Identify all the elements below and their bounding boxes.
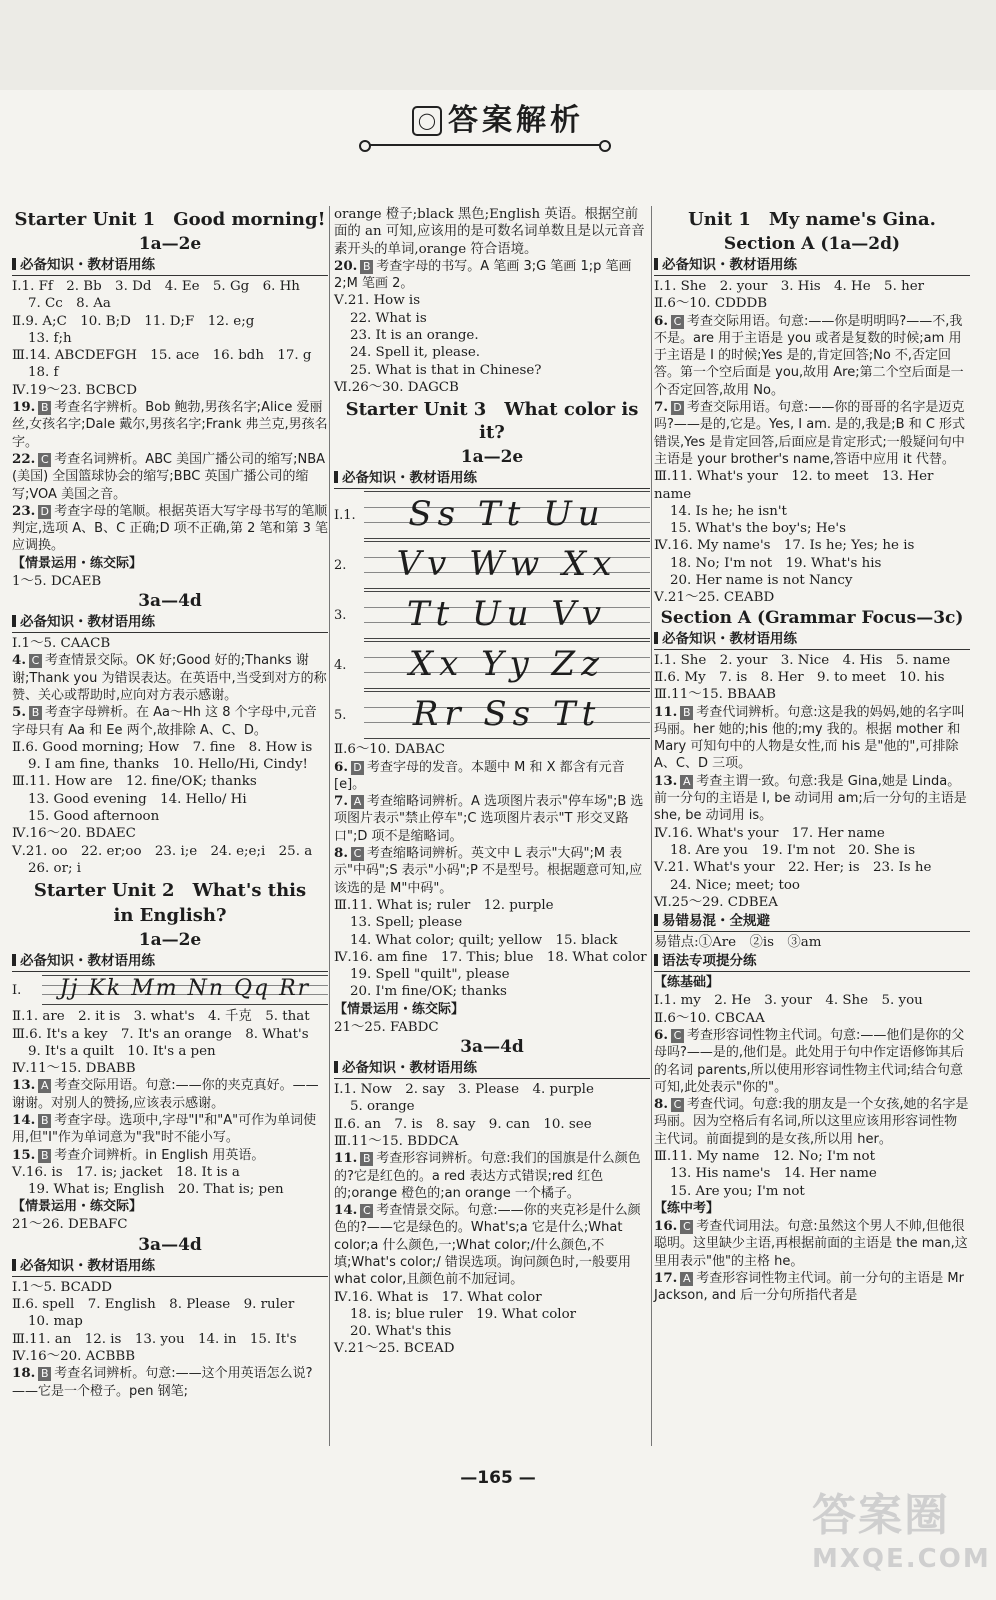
- answer-badge: C: [671, 315, 684, 329]
- explanation-item: [12, 1365, 328, 1400]
- section-heading: 易错易混・全规避: [654, 912, 970, 932]
- answer-badge: B: [360, 1152, 373, 1166]
- handwriting-row: [12, 974, 328, 1006]
- section-heading: 必备知识・教材语用练: [12, 613, 328, 633]
- explanation-item: [12, 1147, 328, 1164]
- answer-line: 10. map: [28, 1314, 83, 1330]
- answer-line: Ⅰ.1～5. CAACB: [12, 636, 111, 652]
- bracket-heading: 【练基础】: [654, 975, 720, 991]
- question-number: 14.: [12, 1111, 36, 1128]
- answer-line: Ⅰ.1. my 2. He 3. your 4. She 5. you: [654, 993, 923, 1009]
- explanation-item: [12, 1112, 328, 1147]
- header-title: [412, 103, 584, 139]
- question-number: 11.: [654, 703, 678, 720]
- explanation-text: 考查字母的笔顺。根据英语大写字母书写的笔顺判定,选项 A、B、C 正确;D 项不正确,第 2 笔和第 3 笔应调换。: [12, 503, 329, 554]
- explanation-text: 考查形容词性物主代词。前一分句的主语是 Mr Jackson, and 后一分句所指代者是: [654, 1270, 964, 1304]
- answer-badge: C: [671, 1098, 684, 1112]
- explanation-item: [334, 1202, 650, 1288]
- handwriting-guide-lines: [364, 691, 650, 739]
- answer-line: Ⅴ.21～25. CEABD: [654, 590, 775, 606]
- answer-line: 13. His name's 14. Her name: [670, 1166, 877, 1182]
- answer-badge: A: [680, 1272, 693, 1286]
- handwriting-row: [334, 691, 650, 739]
- question-number: 5.: [12, 704, 26, 721]
- answer-line: Ⅳ.11～15. DBABB: [12, 1061, 136, 1077]
- explanation-item: [654, 1218, 970, 1270]
- explanation-text: 考查情景交际。OK 好;Good 好的;Thanks 谢谢;Thank you 为错误表达。在英语中,当受到对方的称赞、关心或帮助时,应向对方表示感谢。: [12, 653, 327, 703]
- answer-badge: D: [38, 505, 51, 519]
- answer-line: 14. What color; quilt; yellow 15. black: [350, 932, 618, 948]
- answer-badge: C: [680, 1220, 693, 1234]
- question-number: 7.: [334, 793, 348, 810]
- answer-badge: C: [38, 453, 51, 467]
- explanation-item: [654, 1270, 970, 1305]
- handwriting-row: [334, 641, 650, 689]
- answer-line: Ⅴ.21. oo 22. er;oo 23. i;e 24. e;e;i 25. a: [12, 843, 313, 859]
- answer-column-1: [12, 206, 328, 1400]
- column-divider: [651, 206, 652, 1446]
- answer-line: 1～5. DCAEB: [12, 573, 102, 589]
- question-number: 14.: [334, 1202, 358, 1219]
- answer-line: Ⅳ.19～23. BCBCD: [12, 382, 138, 398]
- question-number: 6.: [654, 1026, 668, 1043]
- section-heading: 必备知识・教材语用练: [654, 256, 970, 276]
- handwriting-guide-lines: [364, 491, 650, 539]
- watermark-cn: 答案圈: [812, 1490, 950, 1541]
- answer-line: orange 橙子;black 黑色;English 英语。根据空前面的 an 可知,应该用的是可数名词单数且是以元音音素开头的单词,orange 符合语境。: [334, 207, 645, 257]
- answer-line: Ⅰ.1. She 2. your 3. His 4. He 5. her: [654, 279, 925, 294]
- answer-line: Ⅱ.6. My 7. is 8. Her 9. to meet 10. his: [654, 669, 945, 685]
- explanation-text: 考查代词。句意:我的朋友是一个女孩,她的名字是玛丽。因为空格后有名词,所以这里应该用形容词性物主代词。前面提到的是女孩,所以用 her。: [654, 1097, 969, 1147]
- handwriting-number: 2.: [334, 557, 347, 573]
- explanation-text: 考查缩略词辨析。A 选项图片表示"停车场";B 选项图片表示"禁止停车";C 选项图片表示"T 形交叉路口";D 项不是缩略词。: [334, 794, 644, 844]
- question-number: 8.: [654, 1096, 668, 1113]
- lesson-subtitle: 1a—2e: [460, 447, 524, 468]
- lesson-subtitle: Section A (1a—2d): [723, 234, 901, 254]
- answer-line: Ⅱ.6～10. CBCAA: [654, 1010, 765, 1026]
- handwriting-row: [334, 491, 650, 539]
- unit-title: Starter Unit 1 Good morning!: [14, 209, 326, 230]
- explanation-text: 考查交际用语。句意:——你是明明吗?——不,我不是。are 用于主语是 you 或者是复数的时候;am 用于主语是 I 的时候;Yes 是的,肯定回答;No 不,否定回答。第一个空后面是 you,故用 Are;第二个空后面是一个否定回答,故用 No。: [654, 313, 964, 398]
- answer-line: 13. f;h: [28, 330, 72, 346]
- lesson-subtitle: 3a—4d: [460, 1037, 524, 1058]
- explanation-item: [12, 1077, 328, 1112]
- answer-badge: C: [671, 1029, 684, 1043]
- answer-line: Ⅱ.6. spell 7. English 8. Please 9. ruler: [12, 1297, 295, 1313]
- unit-title: Starter Unit 2 What's this: [33, 880, 307, 902]
- explanation-text: 考查名词辨析。ABC 美国广播公司的缩写;NBA (美国) 全国篮球协会的缩写;BBC 英国广播公司的缩写;VOA 美国之音。: [12, 451, 326, 502]
- answer-badge: C: [29, 654, 42, 668]
- answer-badge: A: [680, 775, 693, 789]
- bracket-heading: 【情景运用・练交际】: [334, 1001, 465, 1017]
- page-number: —165 —: [460, 1468, 536, 1488]
- question-number: 6.: [334, 758, 348, 775]
- column-divider: [329, 206, 330, 1446]
- lesson-subtitle: 3a—4d: [138, 1234, 202, 1255]
- answer-line: Ⅳ.16. What is 17. What color: [334, 1289, 542, 1305]
- question-number: 11.: [334, 1150, 358, 1167]
- explanation-text: 考查名字辨析。Bob 鲍勃,男孩名字;Alice 爱丽丝,女孩名字;Dale 戴尔,男孩名字;Frank 弗兰克,男孩名字。: [12, 400, 328, 450]
- explanation-text: 考查缩略词辨析。英文中 L 表示"大码";M 表示"中码";S 表示"小码";P 不是型号。根据题意可知,应该选的是 M"中码"。: [334, 846, 643, 896]
- question-number: 16.: [654, 1217, 678, 1234]
- handwriting-letters: Rr Ss Tt: [412, 694, 602, 735]
- section-heading: 语法专项提分练: [654, 952, 970, 972]
- handwriting-number: Ⅰ.1.: [334, 507, 356, 523]
- answer-line: Ⅲ.11～15. BBAAB: [654, 687, 777, 703]
- explanation-text: 考查形容词辨析。句意:我们的国旗是什么颜色的?它是红色的。a red 表达方式错误;red 红色的;orange 橙色的;an orange 一个橘子。: [334, 1151, 641, 1201]
- question-number: 6.: [654, 312, 668, 329]
- question-number: 4.: [12, 652, 26, 669]
- answer-line: Ⅴ.21. How is: [334, 293, 421, 309]
- answer-line: Ⅵ.26～30. DAGCB: [334, 379, 459, 395]
- question-number: 20.: [334, 257, 358, 274]
- answer-line: 13. Good evening 14. Hello/ Hi: [28, 791, 247, 807]
- answer-line: 22. What is: [350, 310, 427, 326]
- unit-title: Unit 1 My name's Gina.: [688, 209, 936, 230]
- question-number: 22.: [12, 450, 36, 467]
- explanation-item: [654, 704, 970, 773]
- explanation-item: [654, 773, 970, 825]
- handwriting-row: [334, 541, 650, 589]
- lesson-subtitle: Section A (Grammar Focus—3c): [660, 607, 964, 628]
- explanation-text: 考查交际用语。句意:——你的夹克真好。——谢谢。对别人的赞扬,应该表示感谢。: [12, 1078, 319, 1111]
- explanation-text: 考查代词辨析。句意:这是我的妈妈,她的名字叫玛丽。her 她的;his 他的;my 我的。根据 mother 和 Mary 可知句中的人物是女性,而 his 是"他的",可排除 A、C、D 三项。: [654, 704, 965, 772]
- answer-line: 15. What's the boy's; He's: [670, 521, 846, 537]
- explanation-text: 考查字母。选项中,字母"I"和"A"可作为单词使用,但"I"作为单词意为"我"时不能小写。: [12, 1112, 317, 1146]
- unit-title: in English?: [113, 905, 227, 927]
- section-heading: 必备知识・教材语用练: [12, 256, 328, 276]
- question-number: 15.: [12, 1146, 36, 1163]
- answer-line: Ⅳ.16～20. BDAEC: [12, 826, 136, 842]
- answer-line: 14. Is he; he isn't: [670, 503, 787, 519]
- lightbulb-icon: ◯: [412, 106, 442, 136]
- answer-line: 9. I am fine, thanks 10. Hello/Hi, Cindy!: [28, 757, 308, 773]
- question-number: 19.: [12, 399, 36, 416]
- answer-column-3: [654, 206, 970, 1304]
- answer-badge: D: [351, 761, 364, 775]
- answer-line: 18. is; blue ruler 19. What color: [350, 1306, 577, 1322]
- answer-line: 5. orange: [350, 1099, 415, 1115]
- bracket-heading: 【练中考】: [654, 1200, 720, 1216]
- lesson-subtitle: 1a—2e: [138, 234, 202, 254]
- explanation-item: [654, 1027, 970, 1096]
- section-heading: 必备知识・教材语用练: [334, 1059, 650, 1079]
- question-number: 13.: [12, 1077, 36, 1094]
- question-number: 8.: [334, 845, 348, 862]
- answer-line: 23. It is an orange.: [350, 328, 479, 344]
- answer-line: 21～25. FABDC: [334, 1019, 439, 1035]
- handwriting-number: Ⅰ.: [12, 982, 22, 998]
- explanation-item: [334, 845, 650, 897]
- question-number: 13.: [654, 772, 678, 789]
- answer-line: Ⅱ.9. A;C 10. B;D 11. D;F 12. e;g: [12, 313, 255, 329]
- answer-line: 24. Spell it, please.: [350, 345, 481, 361]
- answer-line: Ⅰ.1. Ff 2. Bb 3. Dd 4. Ee 5. Gg 6. Hh: [12, 279, 300, 294]
- answer-line: Ⅲ.11. What's your 12. to meet 13. Her name: [654, 469, 934, 502]
- handwriting-guide-lines: [42, 975, 328, 1005]
- explanation-item: [12, 652, 328, 704]
- answer-badge: B: [360, 260, 373, 274]
- top-margin-band: [0, 0, 996, 90]
- handwriting-number: 3.: [334, 607, 347, 623]
- answer-line: 18. Are you 19. I'm not 20. She is: [670, 842, 916, 858]
- answer-line: Ⅲ.11～15. BDDCA: [334, 1133, 459, 1149]
- answer-line: 18. f: [28, 365, 59, 381]
- explanation-text: 考查字母的书写。A 笔画 3;G 笔画 1;p 笔画 2;M 笔画 2。: [334, 258, 632, 292]
- handwriting-number: 5.: [334, 707, 347, 723]
- answer-line: 9. It's a quilt 10. It's a pen: [28, 1043, 216, 1059]
- answer-line: Ⅲ.11. My name 12. No; I'm not: [654, 1149, 875, 1165]
- explanation-text: 考查形容词性物主代词。句意:——他们是你的父母吗?——是的,他们是。此处用于句中作定语修饰其后的名词 parents,所以使用形容词性物主代词;结合句意可知,此处表示"你的"。: [654, 1027, 965, 1095]
- question-number: 7.: [654, 399, 668, 416]
- lesson-subtitle: 3a—4d: [138, 591, 202, 612]
- answer-line: 15. Are you; I'm not: [670, 1183, 805, 1199]
- handwriting-guide-lines: [364, 541, 650, 589]
- handwriting-letters: Jj Kk Mm Nn Qq Rr: [59, 976, 311, 1002]
- explanation-text: 考查名词辨析。句意:——这个用英语怎么说?——它是一个橙子。pen 钢笔;: [12, 1366, 313, 1399]
- explanation-item: [334, 793, 650, 845]
- explanation-item: [12, 704, 328, 739]
- explanation-item: [654, 1096, 970, 1148]
- answer-line: Ⅴ.21. What's your 22. Her; is 23. Is he: [654, 860, 932, 876]
- explanation-item: [334, 1150, 650, 1202]
- answer-column-2: [334, 206, 650, 1358]
- answer-line: Ⅰ.1～5. BCADD: [12, 1279, 112, 1295]
- answer-badge: B: [29, 706, 42, 720]
- lesson-subtitle: 1a—2e: [138, 930, 202, 951]
- answer-line: 19. What is; English 20. That is; pen: [28, 1182, 284, 1198]
- watermark-logo: [812, 1488, 991, 1592]
- question-number: 23.: [12, 502, 36, 519]
- answer-line: 25. What is that in Chinese?: [350, 362, 542, 378]
- answer-line: Ⅰ.1. She 2. your 3. Nice 4. His 5. name: [654, 652, 951, 668]
- answer-line: Ⅲ.14. ABCDEFGH 15. ace 16. bdh 17. g: [12, 348, 312, 364]
- header-title-text: 答案解析: [448, 103, 584, 139]
- answer-line: 20. Her name is not Nancy: [670, 573, 853, 589]
- handwriting-row: [334, 591, 650, 639]
- handwriting-guide-lines: [364, 641, 650, 689]
- answer-line: Ⅰ.1. Now 2. say 3. Please 4. purple: [334, 1082, 594, 1098]
- answer-badge: C: [360, 1204, 373, 1218]
- answer-line: 7. Cc 8. Aa: [28, 296, 111, 312]
- handwriting-letters: Xx Yy Zz: [408, 644, 606, 685]
- answer-line: Ⅲ.11. What is; ruler 12. purple: [334, 897, 554, 913]
- answer-badge: B: [680, 706, 693, 720]
- answer-badge: C: [351, 847, 364, 861]
- section-heading: 必备知识・教材语用练: [12, 952, 328, 972]
- answer-line: Ⅱ.6. an 7. is 8. say 9. can 10. see: [334, 1116, 592, 1132]
- explanation-item: [334, 258, 650, 293]
- explanation-text: 考查介词辨析。in English 用英语。: [54, 1147, 265, 1163]
- explanation-text: 考查交际用语。句意:——你的哥哥的名字是迈克吗?——是的,它是。Yes, I am. 是的,我是;B 和 C 形式错误,Yes 是肯定回答,后面应是肯定形式;一般疑问句中主语是 your brother's name,答语中应用 it 代替。: [654, 400, 966, 467]
- answer-line: Ⅱ.1. are 2. it is 3. what's 4. 千克 5. that: [12, 1009, 310, 1025]
- explanation-item: [334, 759, 650, 794]
- answer-line: Ⅱ.6～10. DABAC: [334, 742, 445, 758]
- answer-line: Ⅲ.11. How are 12. fine/OK; thanks: [12, 774, 257, 790]
- handwriting-number: 4.: [334, 657, 347, 673]
- answer-badge: A: [351, 795, 364, 809]
- answer-badge: B: [38, 1367, 51, 1381]
- answer-line: Ⅳ.16. What's your 17. Her name: [654, 825, 885, 841]
- section-heading: 必备知识・教材语用练: [334, 469, 650, 489]
- answer-line: Ⅴ.21～25. BCEAD: [334, 1341, 455, 1357]
- answer-line: 21～26. DEBAFC: [12, 1217, 128, 1233]
- answer-line: Ⅵ.25～29. CDBEA: [654, 894, 778, 910]
- answer-badge: B: [38, 1149, 51, 1163]
- bracket-heading: 【情景运用・练交际】: [12, 555, 143, 571]
- section-heading: 必备知识・教材语用练: [12, 1257, 328, 1277]
- answer-line: 20. I'm fine/OK; thanks: [350, 984, 507, 1000]
- answer-line: 易错点:①Are ②is ③am: [654, 935, 822, 951]
- explanation-item: [12, 451, 328, 503]
- explanation-text: 考查字母辨析。在 Aa～Hh 这 8 个字母中,元音字母只有 Aa 和 Ee 两个,故排除 A、C、D。: [12, 705, 317, 738]
- explanation-text: 考查字母的发音。本题中 M 和 X 都含有元音[e]。: [334, 759, 625, 792]
- handwriting-guide-lines: [364, 591, 650, 639]
- answer-line: 15. Good afternoon: [28, 809, 160, 825]
- answer-line: Ⅲ.6. It's a key 7. It's an orange 8. What's: [12, 1026, 309, 1042]
- unit-title: Starter Unit 3 What color is it?: [345, 399, 639, 444]
- answer-line: 26. or; i: [28, 860, 82, 876]
- question-number: 18.: [12, 1365, 36, 1382]
- question-number: 17.: [654, 1269, 678, 1286]
- header-ornament: [365, 144, 605, 146]
- answer-line: 19. Spell "quilt", please: [350, 967, 510, 983]
- answer-line: Ⅳ.16～20. ACBBB: [12, 1348, 136, 1364]
- handwriting-letters: Ss Tt Uu: [408, 494, 606, 535]
- section-heading: 必备知识・教材语用练: [654, 630, 970, 650]
- bracket-heading: 【情景运用・练交际】: [12, 1199, 143, 1215]
- answer-line: Ⅴ.16. is 17. is; jacket 18. It is a: [12, 1164, 240, 1180]
- answer-badge: B: [38, 401, 51, 415]
- explanation-item: [12, 503, 328, 555]
- answer-badge: D: [671, 401, 684, 415]
- answer-line: Ⅳ.16. am fine 17. This; blue 18. What color: [334, 949, 647, 965]
- answer-line: Ⅱ.6～10. CDDDB: [654, 296, 768, 312]
- answer-badge: B: [38, 1114, 51, 1128]
- handwriting-letters: Vv Ww Xx: [396, 544, 618, 585]
- explanation-text: 考查情景交际。句意:——你的夹克衫是什么颜色的?——它是绿色的。What's;a 它是什么;What color;a 什么颜色,一;What color;/什么颜色,不填;What's color;/ 错误选项。询问颜色时,一般要用 what color,且颜色前不加冠词。: [334, 1203, 641, 1288]
- explanation-item: [654, 399, 970, 468]
- handwriting-letters: Tt Uu Vv: [406, 594, 608, 635]
- explanation-item: [12, 399, 328, 451]
- explanation-text: 考查代词用法。句意:虽然这个男人不帅,但他很聪明。这里缺少主语,再根据前面的主语是 the man,这里用表示"他"的主格 he。: [654, 1218, 968, 1269]
- answer-badge: A: [38, 1079, 51, 1093]
- answer-line: Ⅲ.11. an 12. is 13. you 14. in 15. It's: [12, 1331, 297, 1347]
- answer-line: Ⅳ.16. My name's 17. Is he; Yes; he is: [654, 538, 915, 554]
- explanation-item: [654, 313, 970, 399]
- answer-line: 24. Nice; meet; too: [670, 877, 800, 893]
- watermark-en: MXQE.COM: [812, 1544, 991, 1574]
- answer-line: Ⅱ.6. Good morning; How 7. fine 8. How is: [12, 739, 313, 755]
- answer-line: 18. No; I'm not 19. What's his: [670, 555, 882, 571]
- answer-line: 20. What's this: [350, 1324, 452, 1340]
- answer-line: 13. Spell; please: [350, 915, 463, 931]
- explanation-text: 考查主谓一致。句意:我是 Gina,她是 Linda。前一分句的主语是 I, be 动词用 am;后一分句的主语是 she, be 动词用 is。: [654, 773, 967, 824]
- page-header: [0, 98, 996, 158]
